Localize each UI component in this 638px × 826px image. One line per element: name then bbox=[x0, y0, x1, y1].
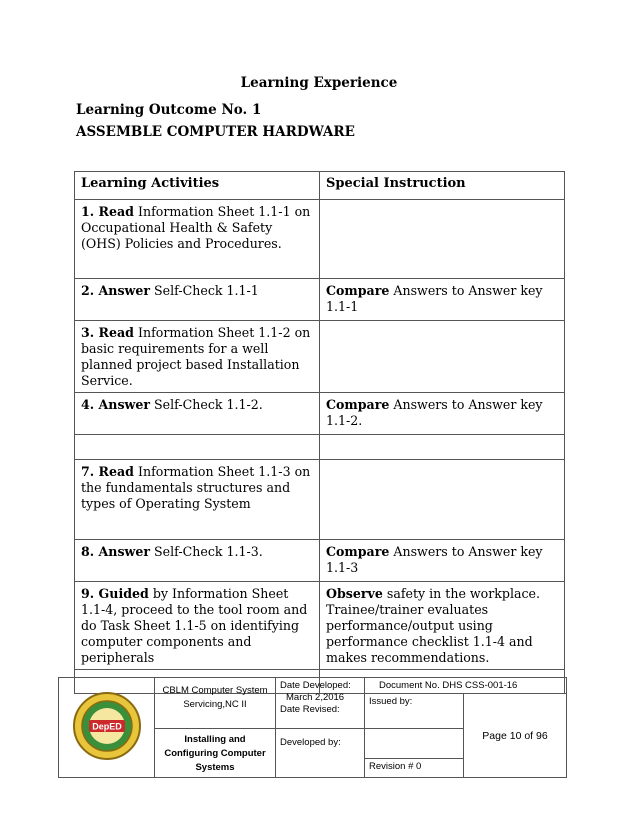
table-row bbox=[75, 582, 565, 670]
activity-cell: 9. Guided by Information Sheet 1.1-4, proceed to the tool room and do Task Sheet 1.1-5 on identifying computer components and peripherals bbox=[75, 582, 320, 670]
document-number: Document No. DHS CSS-001-16 bbox=[365, 678, 567, 694]
activity-cell bbox=[75, 435, 320, 460]
issued-by-blank bbox=[365, 729, 464, 759]
date-developed-cell: Date Developed: March 2,2016 Date Revised: bbox=[276, 678, 365, 729]
deped-logo bbox=[59, 678, 155, 778]
table-header-row bbox=[75, 172, 565, 200]
instruction-cell: Compare Answers to Answer key 1.1-1 bbox=[320, 279, 565, 321]
activity-cell: 4. Answer Self-Check 1.1-2. bbox=[75, 393, 320, 435]
instruction-cell bbox=[320, 200, 565, 279]
page-title: Learning Experience bbox=[240, 75, 398, 91]
learning-outcome-heading: Learning Outcome No. 1 bbox=[76, 102, 262, 118]
table-row bbox=[75, 200, 565, 279]
document-footer bbox=[58, 677, 567, 778]
table-row bbox=[75, 279, 565, 321]
activity-cell: 8. Answer Self-Check 1.1-3. bbox=[75, 540, 320, 582]
col-header-activities: Learning Activities bbox=[75, 172, 320, 200]
instruction-cell: Compare Answers to Answer key 1.1-3 bbox=[320, 540, 565, 582]
table-row bbox=[75, 393, 565, 435]
instruction-cell bbox=[320, 435, 565, 460]
topic-heading: ASSEMBLE COMPUTER HARDWARE bbox=[76, 124, 355, 140]
instruction-cell: Observe safety in the workplace. Trainee/trainer evaluates performance/output using performance checklist 1.1-4 and makes recommendations. bbox=[320, 582, 565, 670]
activity-cell: 7. Read Information Sheet 1.1-3 on the fundamentals structures and types of Operating System bbox=[75, 460, 320, 540]
instruction-cell: Compare Answers to Answer key 1.1-2. bbox=[320, 393, 565, 435]
activity-cell: 2. Answer Self-Check 1.1-1 bbox=[75, 279, 320, 321]
instruction-cell bbox=[320, 321, 565, 393]
deped-seal-icon bbox=[72, 691, 142, 761]
svg-text:DepED: DepED bbox=[91, 721, 122, 732]
course-title-line1: CBLM Computer System Servicing,NC II bbox=[155, 678, 276, 729]
issued-by-cell: Issued by: bbox=[365, 694, 464, 729]
revision-number: Revision # 0 bbox=[365, 759, 464, 778]
course-title-line2: Installing and Configuring Computer Systems bbox=[155, 729, 276, 778]
activity-cell: 1. Read Information Sheet 1.1-1 on Occupational Health & Safety (OHS) Policies and Procedures. bbox=[75, 200, 320, 279]
col-header-instruction: Special Instruction bbox=[320, 172, 565, 200]
instruction-cell bbox=[320, 460, 565, 540]
activity-cell: 3. Read Information Sheet 1.1-2 on basic requirements for a well planned project based Installation Service. bbox=[75, 321, 320, 393]
table-row bbox=[75, 321, 565, 393]
table-row bbox=[75, 540, 565, 582]
table-row bbox=[75, 460, 565, 540]
table-row bbox=[75, 435, 565, 460]
activities-table bbox=[74, 171, 565, 694]
page-number: Page 10 of 96 bbox=[464, 694, 567, 778]
developed-by-cell: Developed by: bbox=[276, 729, 365, 778]
